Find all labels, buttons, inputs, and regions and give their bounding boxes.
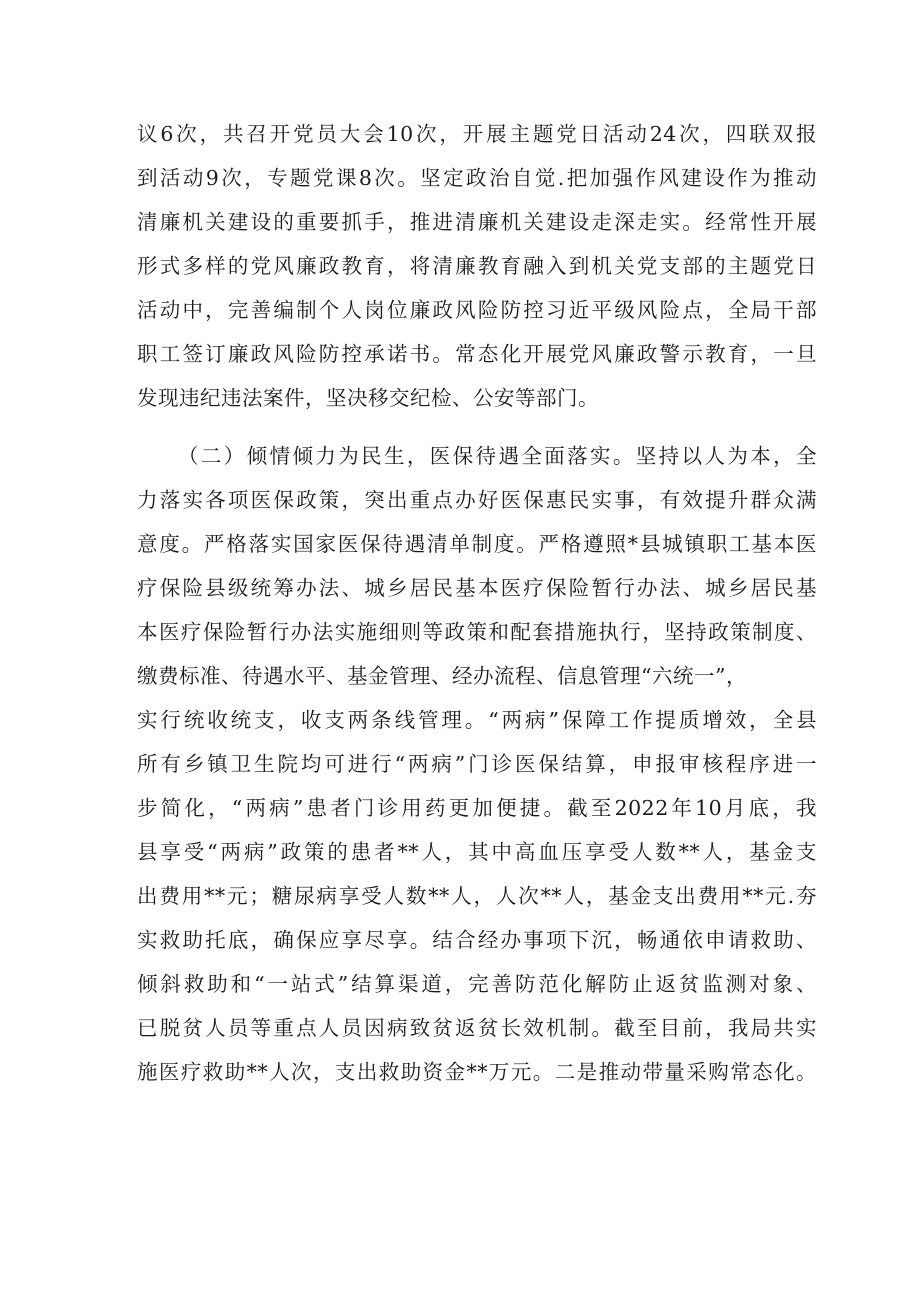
- section-heading-line: （二）倾情倾力为民生，医保待遇全面落实。坚持以人为本，全: [178, 444, 817, 468]
- document-body: [137, 112, 817, 1094]
- text-line: 职工签订廉政风险防控承诺书。常态化开展党风廉政警示教育，一旦: [137, 342, 817, 366]
- text-line: 缴费标准、待遇水平、基金管理、经办流程、信息管理“六统一”，: [137, 664, 747, 688]
- text-line: 本医疗保险暂行办法实施细则等政策和配套措施执行，坚持政策制度、: [137, 620, 817, 644]
- text-line: 活动中，完善编制个人岗位廉政风险防控习近平级风险点，全局干部: [137, 298, 817, 322]
- text-line: 实救助托底，确保应享尽享。结合经办事项下沉，畅通依申请救助、: [137, 928, 817, 952]
- text-line: 实行统收统支，收支两条线管理。“两病”保障工作提质增效，全县: [137, 708, 817, 732]
- text-line: 县享受“两病”政策的患者**人，其中高血压享受人数**人，基金支: [137, 840, 817, 864]
- text-line: 出费用**元；糖尿病享受人数**人，人次**人，基金支出费用**元.夯: [137, 884, 817, 908]
- text-line: 力落实各项医保政策，突出重点办好医保惠民实事，有效提升群众满: [137, 488, 817, 512]
- text-line: 疗保险县级统筹办法、城乡居民基本医疗保险暂行办法、城乡居民基: [137, 576, 817, 600]
- text-line: 形式多样的党风廉政教育，将清廉教育融入到机关党支部的主题党日: [137, 254, 817, 278]
- text-line: 已脱贫人员等重点人员因病致贫返贫长效机制。截至目前，我局共实: [137, 1016, 817, 1040]
- text-line: 议6次，共召开党员大会10次，开展主题党日活动24次，四联双报: [137, 122, 817, 146]
- text-line: 到活动9次，专题党课8次。坚定政治自觉.把加强作风建设作为推动: [137, 166, 817, 190]
- text-line: 清廉机关建设的重要抓手，推进清廉机关建设走深走实。经常性开展: [137, 210, 817, 234]
- text-line: 步简化，“两病”患者门诊用药更加便捷。截至2022年10月底，我: [137, 796, 817, 820]
- text-line: 施医疗救助**人次，支出救助资金**万元。二是推动带量采购常态化。: [137, 1060, 817, 1084]
- text-line: 发现违纪违法案件，坚决移交纪检、公安等部门。: [137, 386, 599, 410]
- text-line: 意度。严格落实国家医保待遇清单制度。严格遵照*县城镇职工基本医: [137, 532, 817, 556]
- text-line: 所有乡镇卫生院均可进行“两病”门诊医保结算，申报审核程序进一: [137, 752, 817, 776]
- paragraph-medical-insurance: [137, 434, 817, 1094]
- text-line: 倾斜救助和“一站式”结算渠道，完善防范化解防止返贫监测对象、: [137, 972, 817, 996]
- paragraph-party-building: [137, 112, 817, 420]
